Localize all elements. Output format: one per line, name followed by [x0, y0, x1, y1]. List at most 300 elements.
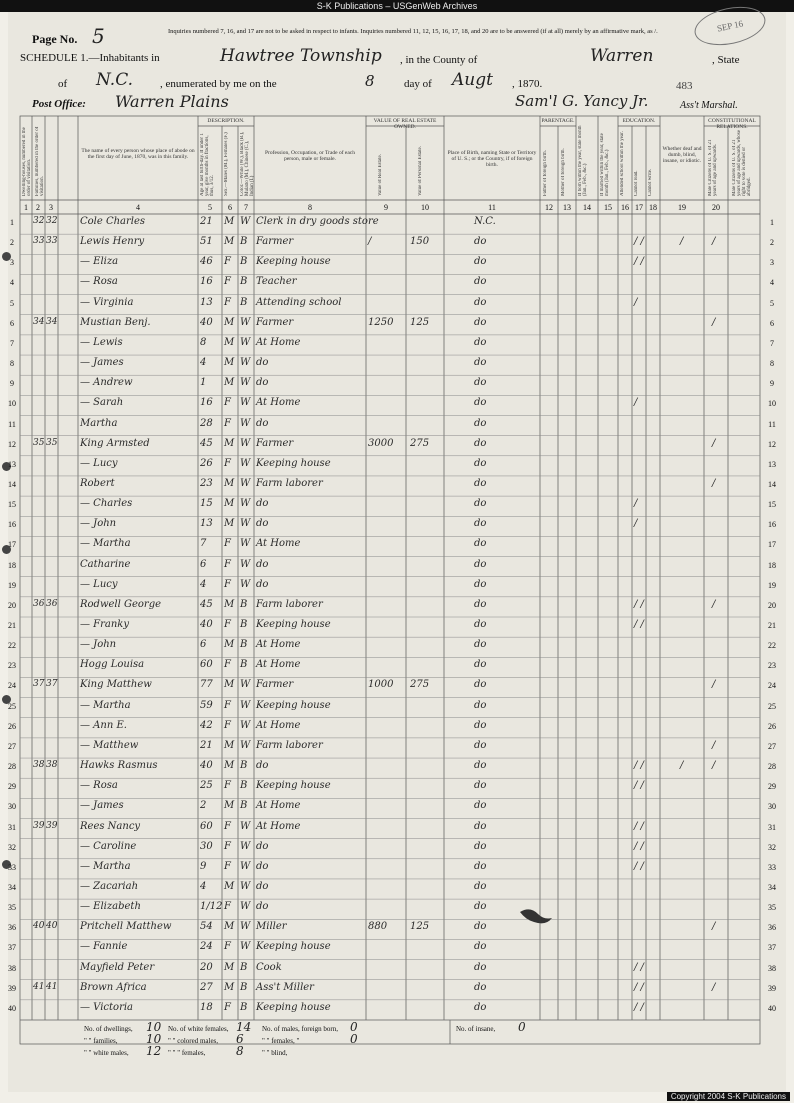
- post-office-name: Warren Plains: [115, 92, 229, 111]
- sex: M: [224, 679, 235, 691]
- column-number: 16: [621, 203, 629, 212]
- color: W: [240, 216, 251, 227]
- table-row: [0, 597, 794, 616]
- dwelling-number: 41: [33, 981, 45, 992]
- birthplace: do: [474, 981, 487, 993]
- education-marks: / /: [634, 981, 644, 993]
- sex: M: [224, 236, 235, 248]
- birthplace: do: [474, 276, 487, 288]
- age: 16: [200, 397, 213, 409]
- age: 8: [200, 336, 207, 348]
- white-females-label: No. of white females,: [168, 1025, 229, 1033]
- line-number: 2: [770, 238, 774, 248]
- person-name: — Martha: [80, 538, 131, 550]
- citizen-mark: /: [712, 598, 716, 610]
- sex: M: [224, 477, 235, 489]
- birthplace: do: [474, 316, 487, 328]
- dwelling-number: 36: [33, 598, 45, 609]
- table-row: [0, 536, 794, 555]
- person-name: King Matthew: [80, 679, 152, 691]
- line-number: 30: [8, 802, 16, 812]
- person-name: Martha: [80, 417, 118, 429]
- person-name: — John: [80, 639, 117, 651]
- column-number: 18: [649, 203, 657, 212]
- occupation: Farmer: [256, 437, 294, 449]
- birthplace: do: [474, 578, 487, 590]
- occupation: do: [256, 901, 269, 913]
- col3-header: The name of every person whose place of abode on the first day of June, 1870, was in this family.: [81, 148, 195, 160]
- line-number: 30: [768, 802, 776, 812]
- table-row: [0, 939, 794, 958]
- table-row: [0, 456, 794, 475]
- occupation: Farm laborer: [256, 739, 323, 751]
- birthplace: do: [474, 659, 487, 671]
- line-number: 26: [8, 721, 16, 731]
- color: W: [240, 498, 251, 510]
- person-name: — Martha: [80, 699, 131, 711]
- occupation: Farm laborer: [256, 477, 323, 489]
- age: 42: [200, 719, 213, 731]
- age: 28: [200, 417, 213, 429]
- education-marks: / /: [634, 236, 644, 248]
- line-number: 20: [8, 600, 16, 610]
- insane-label: No. of insane,: [456, 1025, 496, 1033]
- education-marks: / /: [634, 820, 644, 832]
- table-row: [0, 758, 794, 777]
- age: 25: [200, 780, 213, 792]
- birthplace: do: [474, 921, 487, 933]
- table-row: [0, 698, 794, 717]
- birthplace: do: [474, 941, 487, 953]
- table-row: [0, 798, 794, 817]
- birthplace: do: [474, 256, 487, 268]
- person-name: Hawks Rasmus: [80, 760, 158, 772]
- person-name: Cole Charles: [80, 216, 146, 227]
- color: W: [240, 336, 251, 348]
- top-banner: S-K Publications – USGenWeb Archives: [0, 0, 794, 12]
- person-name: — Lucy: [80, 457, 118, 469]
- person-name: — James: [80, 357, 124, 369]
- color: W: [240, 477, 251, 489]
- enumeration-year: , 1870.: [512, 78, 543, 90]
- person-name: — Lucy: [80, 578, 118, 590]
- table-row: [0, 274, 794, 293]
- table-row: [0, 677, 794, 696]
- day-of-label: day of: [404, 78, 432, 90]
- color: W: [240, 397, 251, 409]
- person-name: — Martha: [80, 860, 131, 872]
- line-number: 15: [768, 500, 776, 510]
- line-number: 18: [768, 560, 776, 570]
- sex: F: [224, 457, 231, 469]
- color: B: [240, 639, 248, 651]
- age: 45: [200, 437, 213, 449]
- age: 7: [200, 538, 207, 550]
- person-name: Rodwell George: [80, 598, 162, 610]
- citizen-mark: /: [712, 236, 716, 248]
- sex: F: [224, 901, 231, 913]
- education-marks: / /: [634, 780, 644, 792]
- table-row: [0, 416, 794, 435]
- line-number: 8: [770, 359, 774, 369]
- dwelling-number: 32: [33, 216, 45, 226]
- birthplace: do: [474, 236, 487, 248]
- birthplace: do: [474, 800, 487, 812]
- line-number: 24: [768, 681, 776, 691]
- sex: M: [224, 357, 235, 369]
- table-row: [0, 516, 794, 535]
- person-name: — Eliza: [80, 256, 119, 268]
- line-number: 24: [8, 681, 16, 691]
- person-name: — James: [80, 800, 124, 812]
- age: 6: [200, 639, 207, 651]
- education-marks: / /: [634, 860, 644, 872]
- sex: M: [224, 800, 235, 812]
- table-row: [0, 778, 794, 797]
- person-name: — Andrew: [80, 377, 133, 389]
- person-name: — Elizabeth: [80, 901, 141, 913]
- person-name: Pritchell Matthew: [80, 921, 172, 933]
- real-estate-value: 880: [368, 921, 388, 933]
- line-number: 27: [768, 741, 776, 751]
- occupation: do: [256, 498, 269, 510]
- color: B: [240, 760, 248, 772]
- person-name: — Ann E.: [80, 719, 127, 731]
- col1-header: Dwelling-houses, numbered in the order of visitation.: [22, 127, 32, 196]
- occupation: At Home: [256, 820, 301, 832]
- person-name: Hogg Louisa: [80, 659, 145, 671]
- age: 1: [200, 377, 207, 389]
- occupation: Keeping house: [256, 619, 331, 630]
- occupation: do: [256, 578, 269, 590]
- sex: F: [224, 860, 231, 872]
- occupation: At Home: [256, 397, 301, 409]
- personal-estate-value: 275: [410, 437, 430, 449]
- family-number: 35: [46, 437, 58, 448]
- age: 45: [200, 598, 213, 610]
- color: W: [240, 679, 251, 691]
- person-name: Catharine: [80, 558, 131, 570]
- sex: M: [224, 921, 235, 933]
- birthplace: do: [474, 679, 487, 691]
- age: 54: [200, 921, 213, 933]
- birthplace: do: [474, 377, 487, 389]
- person-name: — Victoria: [80, 1001, 134, 1013]
- dwellings-label: No. of dwellings,: [84, 1025, 133, 1033]
- education-marks: / /: [634, 256, 644, 268]
- sex: F: [224, 699, 231, 711]
- line-number: 17: [768, 540, 776, 550]
- personal-estate-value: 125: [410, 921, 430, 933]
- constitutional-header: CONSTITUTIONAL RELATIONS.: [708, 118, 756, 130]
- line-number: 22: [8, 641, 16, 651]
- age: 18: [200, 1001, 213, 1013]
- sex: F: [224, 820, 231, 832]
- color: W: [240, 880, 251, 892]
- sex: M: [224, 377, 235, 389]
- color: B: [240, 256, 248, 268]
- occupation: do: [256, 840, 269, 852]
- line-number: 3: [770, 258, 774, 268]
- sex: M: [224, 216, 235, 227]
- color: B: [240, 780, 248, 792]
- sex: M: [224, 981, 235, 993]
- line-number: 31: [768, 822, 776, 832]
- table-row: [0, 234, 794, 253]
- color: W: [240, 719, 251, 731]
- person-name: — Lewis: [80, 336, 123, 348]
- personal-estate-value: 275: [410, 679, 430, 691]
- person-name: Mayfield Peter: [80, 961, 155, 973]
- age: 21: [200, 216, 213, 227]
- post-office-label: Post Office:: [32, 98, 86, 110]
- foreign-males-label: No. of males, foreign born,: [262, 1025, 339, 1033]
- family-number: 34: [46, 316, 58, 327]
- stamp-number: 483: [676, 80, 693, 92]
- color: W: [240, 357, 251, 369]
- marshal-label: Ass't Marshal.: [680, 100, 738, 111]
- col9-header: Value of Personal Estate.: [418, 146, 423, 196]
- birthplace: do: [474, 498, 487, 510]
- citizen-mark: /: [712, 477, 716, 489]
- color: W: [240, 316, 251, 328]
- citizen-mark: /: [712, 316, 716, 328]
- line-number: 38: [8, 963, 16, 973]
- age: 23: [200, 477, 213, 489]
- column-number: 3: [49, 203, 53, 212]
- citizen-mark: /: [712, 981, 716, 993]
- age: 2: [200, 800, 207, 812]
- age: 20: [200, 961, 213, 973]
- col4-header: Age at last birth-day. If under 1 year, give months in fractions, thus, 3/12.: [200, 133, 215, 196]
- sex: M: [224, 316, 235, 328]
- sex: F: [224, 417, 231, 429]
- disability-mark: /: [680, 760, 684, 772]
- dwelling-number: 38: [33, 760, 45, 771]
- line-number: 9: [10, 379, 14, 389]
- education-header: EDUCATION.: [622, 118, 656, 124]
- column-number: 10: [421, 203, 429, 212]
- dwelling-number: 40: [33, 921, 45, 932]
- foreign-females-label: " " females, ": [262, 1037, 300, 1045]
- table-row: [0, 1000, 794, 1019]
- age: 26: [200, 457, 213, 469]
- sex: M: [224, 760, 235, 772]
- sex: M: [224, 336, 235, 348]
- occupation: Farmer: [256, 236, 294, 248]
- sex: M: [224, 739, 235, 751]
- age: 4: [200, 880, 207, 892]
- sex: M: [224, 437, 235, 449]
- line-number: 32: [8, 842, 16, 852]
- birthplace: do: [474, 719, 487, 731]
- person-name: — John: [80, 518, 117, 530]
- line-number: 1: [770, 218, 774, 227]
- table-row: [0, 637, 794, 656]
- age: 30: [200, 840, 213, 852]
- line-number: 37: [768, 943, 776, 953]
- age: 16: [200, 276, 213, 288]
- birthplace: do: [474, 538, 487, 550]
- citizen-mark: /: [712, 437, 716, 449]
- table-row: [0, 879, 794, 898]
- family-number: 41: [46, 981, 58, 992]
- line-number: 14: [768, 479, 776, 489]
- age: 13: [200, 296, 213, 308]
- person-name: — Rosa: [80, 276, 118, 288]
- white-females-count: 14: [236, 1020, 252, 1034]
- age: 21: [200, 739, 213, 751]
- color: W: [240, 578, 251, 590]
- dwelling-number: 35: [33, 437, 45, 448]
- birthplace: do: [474, 336, 487, 348]
- family-number: 36: [46, 598, 58, 609]
- occupation: Ass't Miller: [256, 981, 314, 993]
- marshal-signature: Sam'l G. Yancy Jr.: [515, 92, 649, 110]
- person-name: — Caroline: [80, 840, 137, 852]
- age: 9: [200, 860, 207, 872]
- line-number: 27: [8, 741, 16, 751]
- line-number: 25: [8, 701, 16, 711]
- line-number: 28: [8, 762, 16, 772]
- line-number: 40: [768, 1003, 776, 1013]
- color: W: [240, 558, 251, 570]
- col20-header: Male Citizens of U. S. of 21 years of age and upwards, whose right to vote is denied or abridged.: [732, 129, 752, 196]
- column-number: 17: [635, 203, 643, 212]
- person-name: King Armsted: [80, 437, 150, 449]
- line-number: 2: [10, 238, 14, 248]
- line-number: 5: [770, 298, 774, 308]
- value-header: VALUE OF REAL ESTATE OWNED.: [373, 118, 437, 130]
- table-row: [0, 355, 794, 374]
- birthplace: do: [474, 760, 487, 772]
- color: W: [240, 739, 251, 751]
- of-label: of: [58, 78, 68, 90]
- schedule-label: SCHEDULE 1.—Inhabitants in: [20, 52, 160, 64]
- column-number: 9: [384, 203, 388, 212]
- sex: F: [224, 941, 231, 953]
- dwelling-number: 34: [33, 316, 45, 327]
- col8-header: Value of Real Estate.: [378, 154, 383, 196]
- sex: F: [224, 397, 231, 409]
- line-number: 14: [8, 479, 16, 489]
- sex: F: [224, 659, 231, 671]
- occupation: Cook: [256, 961, 282, 973]
- table-row: [0, 557, 794, 576]
- table-row: [0, 919, 794, 938]
- col11-header: Father of foreign birth.: [543, 150, 548, 196]
- color: W: [240, 860, 251, 872]
- line-number: 20: [768, 600, 776, 610]
- enumerated-label: , enumerated by me on the: [160, 78, 277, 90]
- occupation: At Home: [256, 639, 301, 651]
- color: W: [240, 901, 251, 913]
- occupation: do: [256, 558, 269, 570]
- column-number: 6: [228, 203, 232, 212]
- birthplace: do: [474, 780, 487, 792]
- state-name: N.C.: [96, 70, 133, 90]
- line-number: 15: [8, 500, 16, 510]
- line-number: 21: [8, 621, 16, 630]
- instructions-notice: Inquiries numbered 7, 16, and 17 are not to be asked in respect to infants. Inquiries numbered 11, 12, 15, 16, 17, 18, and 20 are to be answered (if at all) merely by an affirmative mark, as /.: [168, 28, 658, 35]
- age: 60: [200, 659, 213, 671]
- birthplace: do: [474, 820, 487, 832]
- families-label: " " families,: [84, 1037, 118, 1045]
- occupation: do: [256, 377, 269, 389]
- age: 13: [200, 518, 213, 530]
- line-number: 19: [8, 580, 16, 590]
- occupation: Miller: [256, 921, 287, 933]
- person-name: Mustian Benj.: [80, 316, 151, 328]
- occupation: Keeping house: [256, 1001, 331, 1013]
- col7-header: Profession, Occupation, or Trade of each person, male or female.: [265, 150, 355, 162]
- family-number: 40: [46, 921, 58, 932]
- color: W: [240, 840, 251, 852]
- line-number: 23: [8, 661, 16, 671]
- col6-header: Color.—White (W.), Black (B.), Mulatto (M.), Chinese (C.), Indian (I.): [240, 131, 255, 196]
- county-label: , in the County of: [400, 54, 478, 66]
- enumeration-day: 8: [365, 72, 375, 90]
- age: 51: [200, 236, 213, 248]
- birthplace: do: [474, 880, 487, 892]
- disability-mark: /: [680, 236, 684, 248]
- age: 60: [200, 820, 213, 832]
- person-name: Lewis Henry: [80, 236, 145, 248]
- table-row: [0, 214, 794, 233]
- description-header: DESCRIPTION.: [207, 118, 245, 124]
- occupation: Farmer: [256, 679, 294, 691]
- foreign-females-count: 0: [350, 1032, 358, 1046]
- birthplace: do: [474, 397, 487, 409]
- line-number: 35: [768, 903, 776, 913]
- line-number: 40: [8, 1003, 16, 1013]
- sex: M: [224, 639, 235, 651]
- real-estate-value: /: [368, 236, 372, 248]
- column-number: 12: [545, 203, 553, 212]
- person-name: Robert: [80, 477, 115, 489]
- age: 59: [200, 699, 213, 711]
- line-number: 6: [770, 318, 774, 328]
- table-row: [0, 617, 794, 636]
- families-count: 10: [146, 1032, 162, 1046]
- copyright-notice: Copyright 2004 S-K Publications: [667, 1092, 790, 1101]
- line-number: 12: [768, 439, 776, 449]
- foreign-males-count: 0: [350, 1020, 358, 1034]
- line-number: 4: [770, 278, 774, 288]
- table-row: [0, 819, 794, 838]
- line-number: 18: [8, 560, 16, 570]
- person-name: — Sarah: [80, 397, 124, 409]
- column-number: 8: [308, 203, 312, 212]
- person-name: Rees Nancy: [80, 820, 141, 832]
- column-number: 4: [136, 203, 140, 212]
- received-stamp: SEP 16: [691, 1, 769, 51]
- line-number: 39: [768, 983, 776, 993]
- person-name: — Virginia: [80, 296, 134, 308]
- table-row: [0, 960, 794, 979]
- citizen-mark: /: [712, 739, 716, 751]
- sex: M: [224, 518, 235, 530]
- line-number: 5: [10, 298, 14, 308]
- education-marks: / /: [634, 760, 644, 772]
- line-number: 22: [768, 641, 776, 651]
- col5-header: Sex.—Males (M.), Females (F.): [224, 132, 229, 196]
- color: B: [240, 961, 248, 973]
- color: B: [240, 659, 248, 671]
- occupation: At Home: [256, 659, 301, 671]
- table-row: [0, 738, 794, 757]
- dwelling-number: 33: [33, 236, 45, 247]
